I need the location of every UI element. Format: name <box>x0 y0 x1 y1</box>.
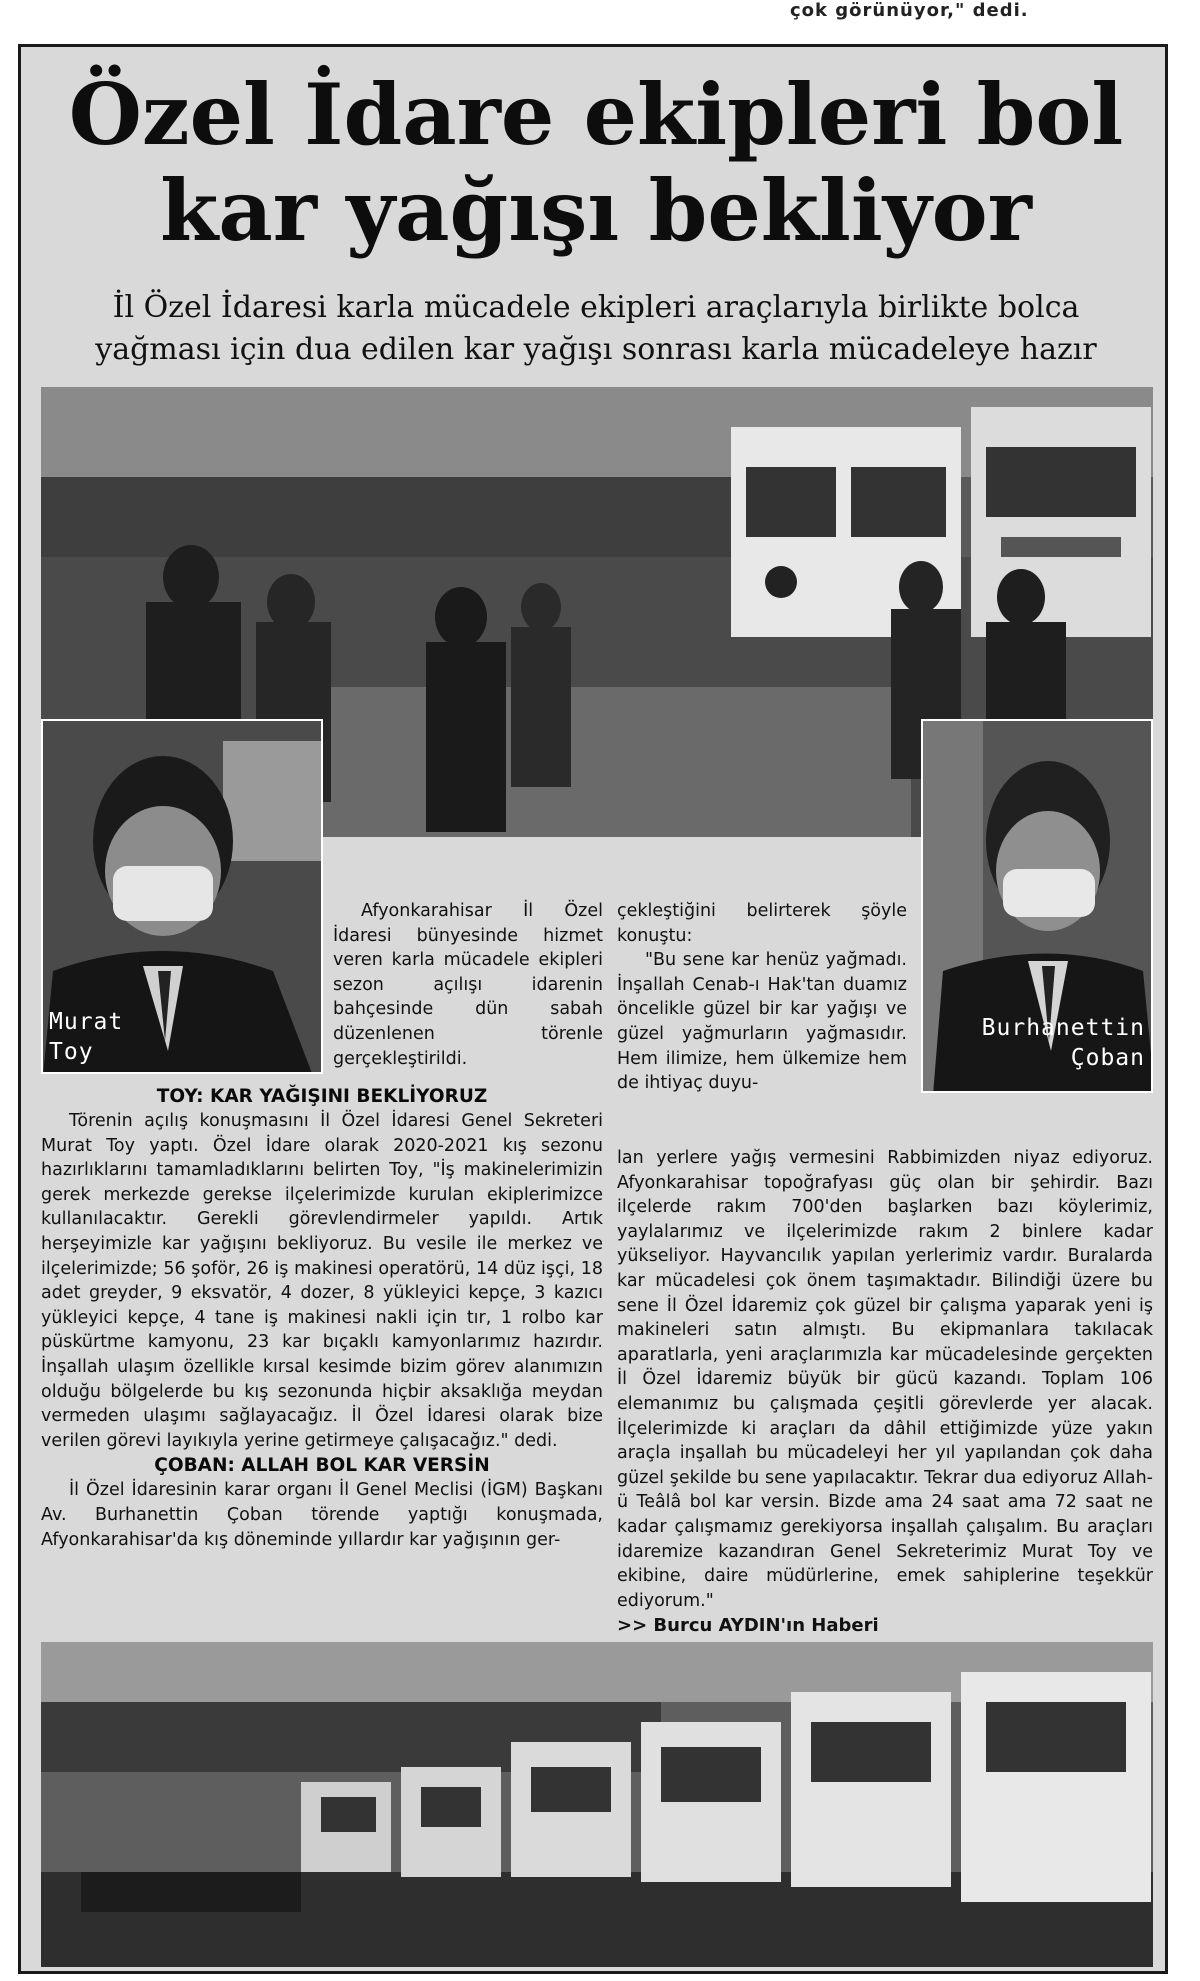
portrait-caption-last-name: Çoban <box>1070 1045 1145 1071</box>
article-column-right <box>617 1146 1153 1639</box>
portrait-caption-last-name: Toy <box>49 1039 94 1065</box>
portrait-caption-first-name: Burhanettin <box>981 1015 1145 1041</box>
portrait-burhanettin-coban <box>921 719 1153 1093</box>
bottom-photo-illustration <box>41 1642 1153 1967</box>
article-column-right-top <box>617 899 907 1096</box>
subheadline: İl Özel İdaresi karla mücadele ekipleri araçlarıyla birlikte bolca yağması için dua edilen kar yağışı sonrası karla mücadeleye hazır <box>95 290 1097 367</box>
column-right-continuation: çekleştiğini belirterek şöyle konuştu: <box>617 901 907 946</box>
subtitle-toy: TOY: KAR YAĞIŞINI BEKLİYORUZ <box>156 1086 488 1107</box>
quote-continuation: lan yerlere yağış vermesini Rabbimizden niyaz ediyoruz. Afyonkarahisar topoğrafyası güç olan bir şehirdir. Bazı ilçelerde rakım 700'den başlarken bazı köylerimiz, yaylalarımız ve ilçelerimizde rakım 2 binlere kadar yükseliyor. Hayvancılık yapılan yerlerimiz vardır. Buralarda kar mücadelesi çok önem taşımaktadır. Bilindiği üzere bu sene İl Özel İdaremiz çok güzel bir çalışma yaparak yeni iş makineleri satın almıştı. Bu ekipmanlara takılacak aparatlarla, yeni araçlarımızla kar mücadelesinde gerçekten İl Özel İdaremiz büyük bir gücü kazandı. Toplam 106 elemanımız bu çalışmada çeşitli görevlerde yer alacak. İlçelerimizde ki araçları da dâhil ettiğimizde yüze yakın araçla inşallah bu mücadeleyi her yıl yapılandan çok daha güzel şekilde bu sene yapılacaktır. Tekrar dua ediyoruz Allah-ü Teâlâ bol kar versin. Bizde ama 24 saat ama 72 saat ne kadar çalışmamız gerekiyorsa inşallah çalışalım. Bu araçları idaremize kazandıran Genel Sekreterimiz Murat Toy ve ekibine, daire müdürlerine, emek sahiplerine teşekkür ediyorum." <box>617 1148 1153 1611</box>
previous-article-fragment: çok görünüyor," dedi. <box>790 0 1029 21</box>
quote-start: "Bu sene kar henüz yağmadı. İnşallah Cenab-ı Hak'tan duamız öncelikle güzel bir kar yağışı ve güzel yağmurların yağmasıdır. Hem ilimize, hem ülkemize hem de ihtiyaç duyu- <box>617 950 907 1094</box>
portrait-murat-toy <box>41 719 323 1074</box>
headline-line-2: kar yağışı bekliyor <box>160 161 1032 260</box>
byline: >> Burcu AYDIN'ın Haberi <box>617 1615 879 1637</box>
paragraph-toy: Törenin açılış konuşmasını İl Özel İdaresi Genel Sekreteri Murat Toy yaptı. Özel İdare olarak 2020-2021 kış sezonu hazırlıklarını tamamladıklarını belirten Toy, "İş makinelerimizin gerek merkezde gerekse ilçelerimizde kurulan ekiplerimizce kullanılacaktır. Gerekli görevlendirmeler yapıldı. Artık herşeyimizle kar yağışını bekliyoruz. Bu vesile ile merkez ve ilçelerimizde; 56 şoför, 26 iş makinesi operatörü, 14 düz işçi, 18 adet greyder, 9 eksvatör, 4 dozer, 8 yükleyici kepçe, 3 kazıcı yükleyici kepçe, 4 tane iş makinesi nakli için tır, 1 rolbo kar püskürtme kamyonu, 23 kar bıçaklı kamyonlarımız hazırdır. İnşallah ulaşım özellikle kırsal kesimde bizim görev alanımızın olduğu bölgelerde bu kış sezonunda hiçbir aksaklığa meydan vermeden ulaşımı sağlayacağız. İl Özel İdaresi olarak bize verilen görevi layıkıyla yerine getirmeye çalışacağız." dedi. <box>41 1111 603 1451</box>
subtitle-coban: ÇOBAN: ALLAH BOL KAR VERSİN <box>154 1455 490 1477</box>
bottom-photo-truck-fleet <box>41 1642 1153 1967</box>
article-intro <box>333 899 603 1071</box>
headline <box>21 67 1171 259</box>
newspaper-clipping <box>18 44 1168 1974</box>
headline-line-1: Özel İdare ekipleri bol <box>68 65 1124 164</box>
portrait-caption-first-name: Murat <box>49 1009 124 1035</box>
paragraph-coban: İl Özel İdaresinin karar organı İl Genel Meclisi (İGM) Başkanı Av. Burhanettin Çoban törende yaptığı konuşmada, Afyonkarahisar'da kış döneminde yıllardır kar yağışının ger- <box>41 1480 603 1550</box>
article-column-left <box>41 1084 603 1552</box>
article-intro-text: Afyonkarahisar İl Özel İdaresi bünyesinde hizmet veren karla mücadele ekipleri sezon açılışı idarenin bahçesinde dün sabah düzenlenen törenle gerçekleştirildi. <box>333 901 603 1069</box>
